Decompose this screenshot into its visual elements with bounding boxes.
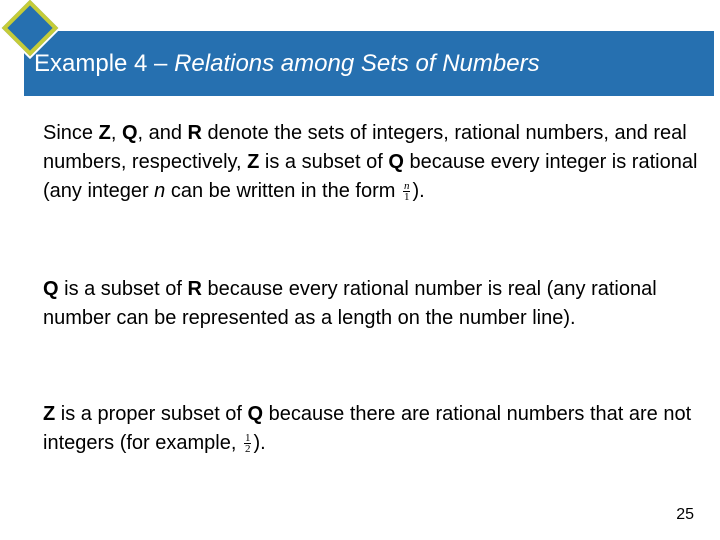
set-q: Q (121, 122, 138, 144)
paragraph-integers-subset (43, 119, 703, 206)
slide-title (34, 49, 540, 79)
set-r: R (187, 278, 202, 300)
set-z: Z (247, 151, 260, 173)
set-q: Q (388, 151, 404, 173)
variable-n: n (154, 180, 166, 202)
p1-text-8: ). (412, 180, 425, 202)
p1-text-2: , (110, 122, 122, 144)
paragraph-proper-subset (43, 400, 703, 458)
p2-text-2: because every rational number is real (any rational number can be represented as a length on the number line). (43, 278, 657, 329)
set-q: Q (43, 278, 59, 300)
fraction-denominator: 2 (244, 443, 251, 456)
fraction-n-over-1 (403, 181, 411, 202)
p3-text-3: ). (253, 432, 266, 454)
p1-text-1: Since (43, 122, 99, 144)
paragraph-rationals-subset (43, 275, 703, 333)
title-prefix: Example 4 – (34, 50, 175, 77)
p2-text-1: is a subset of (58, 278, 188, 300)
set-z: Z (43, 403, 56, 425)
p1-text-4: denote the sets of integers, rational numbers, and real numbers, respectively, (43, 122, 687, 173)
p1-text-5: is a subset of (259, 151, 389, 173)
title-emphasis: Relations among Sets of Numbers (174, 50, 540, 77)
set-z: Z (98, 122, 111, 144)
p1-text-3: , and (137, 122, 188, 144)
p1-text-6: because every integer is rational (any integer (43, 151, 698, 202)
p3-text-1: is a proper subset of (55, 403, 248, 425)
fraction-numerator: 1 (244, 432, 251, 445)
set-r: R (187, 122, 202, 144)
fraction-denominator: 1 (403, 191, 410, 204)
set-q: Q (247, 403, 264, 425)
page-number: 25 (676, 506, 694, 523)
p1-text-7: can be written in the form (165, 180, 401, 202)
p3-text-2: because there are rational numbers that are not integers (for example, (43, 403, 692, 454)
fraction-numerator: n (403, 180, 410, 193)
title-bar (24, 31, 714, 96)
fraction-one-half (244, 433, 252, 454)
